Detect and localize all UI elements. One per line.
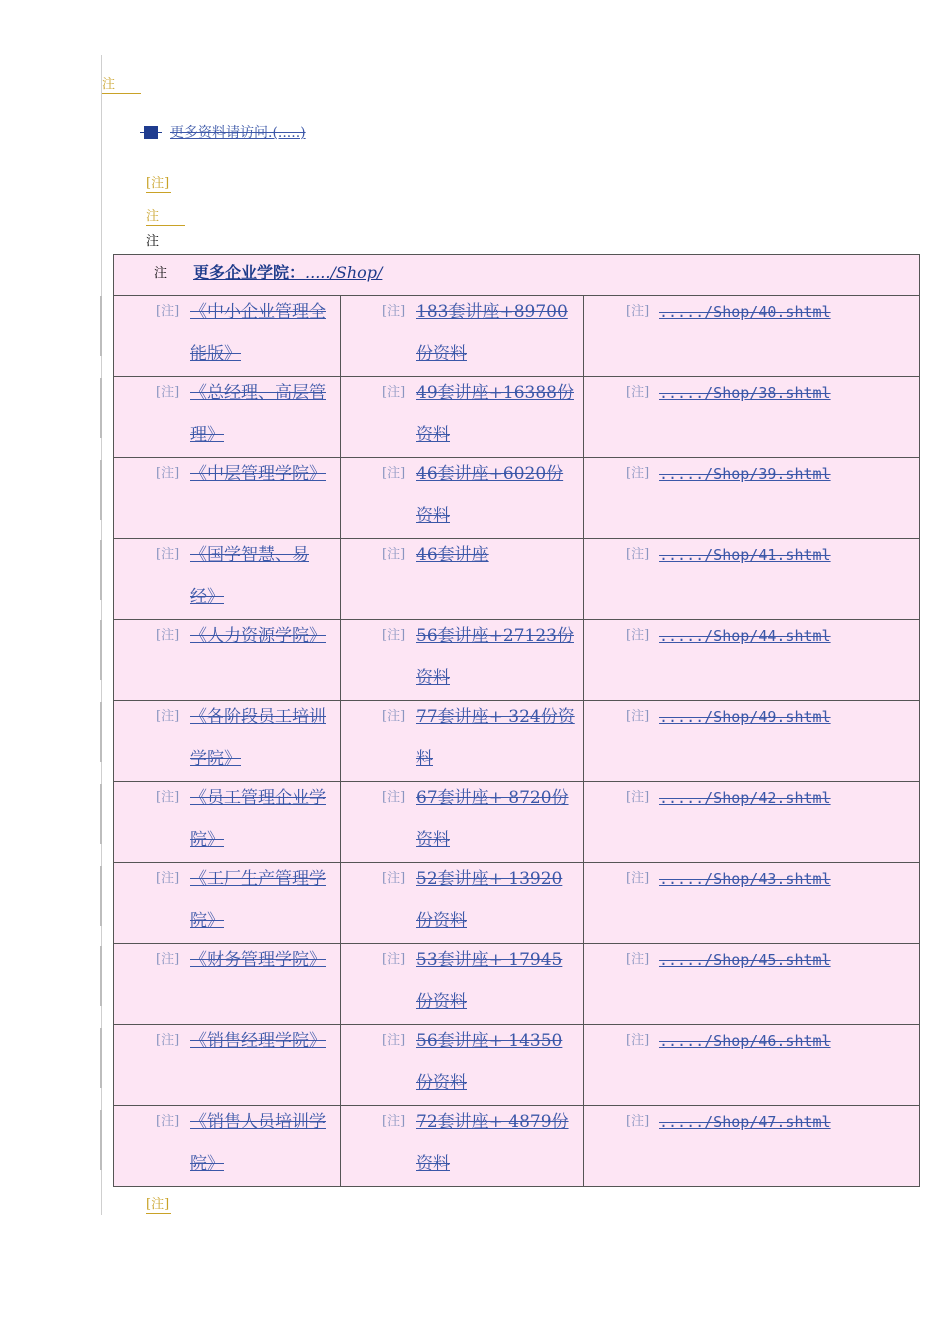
cell-comment-marker: [注] bbox=[156, 304, 180, 319]
table-row bbox=[114, 1025, 920, 1106]
cell-comment-marker: [注] bbox=[382, 628, 406, 643]
course-link-cell bbox=[114, 377, 341, 458]
header-comment-marker: 注 bbox=[154, 265, 168, 281]
materials-link-cell bbox=[341, 296, 584, 377]
course-link[interactable]: 《财务管理学院》 bbox=[190, 950, 326, 970]
materials-link[interactable]: 183套讲座+89700份资料 bbox=[416, 302, 568, 364]
shop-url-link-cell bbox=[584, 296, 920, 377]
cell-comment-marker: [注] bbox=[626, 1033, 650, 1048]
change-bar bbox=[100, 946, 102, 1006]
cell-comment-marker: [注] bbox=[156, 1033, 180, 1048]
cell-comment-marker: [注] bbox=[382, 790, 406, 805]
shop-url-link[interactable]: ...../Shop/40.shtml bbox=[659, 303, 831, 321]
comment-marker[interactable]: [注] bbox=[146, 176, 170, 191]
materials-link-cell bbox=[341, 458, 584, 539]
shop-url-link-cell bbox=[584, 539, 920, 620]
course-link[interactable]: 《销售人员培训学院》 bbox=[190, 1112, 326, 1174]
cell-comment-marker: [注] bbox=[382, 1033, 406, 1048]
materials-link[interactable]: 77套讲座+ 324份资料 bbox=[416, 707, 575, 769]
cell-comment-marker: [注] bbox=[156, 952, 180, 967]
materials-link[interactable]: 56套讲座+ 14350份资料 bbox=[416, 1031, 563, 1093]
comment-marker: 注 bbox=[146, 234, 160, 249]
materials-link-cell bbox=[341, 1025, 584, 1106]
table-row bbox=[114, 863, 920, 944]
table-row bbox=[114, 296, 920, 377]
cell-comment-marker: [注] bbox=[156, 466, 180, 481]
shop-url-link[interactable]: ...../Shop/44.shtml bbox=[659, 627, 831, 645]
materials-link-cell bbox=[341, 1106, 584, 1187]
change-bar bbox=[100, 620, 102, 680]
cell-comment-marker: [注] bbox=[626, 952, 650, 967]
materials-link[interactable]: 49套讲座+16388份资料 bbox=[416, 383, 574, 445]
course-link-cell bbox=[114, 863, 341, 944]
materials-link-cell bbox=[341, 701, 584, 782]
cell-comment-marker: [注] bbox=[156, 790, 180, 805]
cell-comment-marker: [注] bbox=[626, 1114, 650, 1129]
course-link[interactable]: 《中层管理学院》 bbox=[190, 464, 326, 484]
change-bar bbox=[100, 1110, 102, 1170]
cell-comment-marker: [注] bbox=[156, 1114, 180, 1129]
cell-comment-marker: [注] bbox=[382, 385, 406, 400]
materials-link-cell bbox=[341, 782, 584, 863]
header-title: 更多企业学院： bbox=[193, 262, 306, 282]
cell-comment-marker: [注] bbox=[626, 709, 650, 724]
shop-url-link-cell bbox=[584, 1025, 920, 1106]
shop-url-link[interactable]: ...../Shop/39.shtml bbox=[659, 465, 831, 483]
shop-url-link[interactable]: ...../Shop/46.shtml bbox=[659, 1032, 831, 1050]
cell-comment-marker: [注] bbox=[626, 628, 650, 643]
materials-link-cell bbox=[341, 377, 584, 458]
cell-comment-marker: [注] bbox=[382, 304, 406, 319]
course-link[interactable]: 《国学智慧、易经》 bbox=[190, 545, 309, 607]
cell-comment-marker: [注] bbox=[156, 709, 180, 724]
course-link-cell bbox=[114, 944, 341, 1025]
cell-comment-marker: [注] bbox=[382, 1114, 406, 1129]
cell-comment-marker: [注] bbox=[382, 466, 406, 481]
change-bar bbox=[100, 1028, 102, 1088]
comment-marker[interactable]: 注 bbox=[102, 77, 141, 94]
materials-link[interactable]: 56套讲座+27123份资料 bbox=[416, 626, 574, 688]
change-bar bbox=[100, 460, 102, 520]
materials-link-cell bbox=[341, 539, 584, 620]
course-link-cell bbox=[114, 620, 341, 701]
more-academies-link[interactable] bbox=[193, 260, 382, 283]
shop-url-link[interactable]: ...../Shop/42.shtml bbox=[659, 789, 831, 807]
comment-marker[interactable]: 注 bbox=[146, 209, 185, 226]
course-link-cell bbox=[114, 1106, 341, 1187]
cell-comment-marker: [注] bbox=[156, 385, 180, 400]
cell-comment-marker: [注] bbox=[156, 628, 180, 643]
materials-link-cell bbox=[341, 863, 584, 944]
shop-url-link[interactable]: ...../Shop/38.shtml bbox=[659, 384, 831, 402]
square-bullet-icon bbox=[144, 126, 158, 139]
table-row bbox=[114, 539, 920, 620]
cell-comment-marker: [注] bbox=[382, 709, 406, 724]
table-row bbox=[114, 458, 920, 539]
shop-url-link-cell bbox=[584, 944, 920, 1025]
materials-link-cell bbox=[341, 944, 584, 1025]
shop-table bbox=[113, 254, 920, 1187]
cell-comment-marker: [注] bbox=[626, 871, 650, 886]
cell-comment-marker: [注] bbox=[382, 952, 406, 967]
materials-link[interactable]: 46套讲座 bbox=[416, 545, 489, 565]
shop-url-link[interactable]: ...../Shop/43.shtml bbox=[659, 870, 831, 888]
course-link[interactable]: 《工厂生产管理学院》 bbox=[190, 869, 326, 931]
shop-url-link-cell bbox=[584, 458, 920, 539]
course-link-cell bbox=[114, 458, 341, 539]
cell-comment-marker: [注] bbox=[626, 547, 650, 562]
cell-comment-marker: [注] bbox=[626, 790, 650, 805]
course-link[interactable]: 《员工管理企业学院》 bbox=[190, 788, 326, 850]
materials-link[interactable]: 53套讲座+ 17945份资料 bbox=[416, 950, 563, 1012]
change-bar bbox=[100, 296, 102, 356]
course-link-cell bbox=[114, 1025, 341, 1106]
change-bar bbox=[100, 540, 102, 600]
shop-url-link[interactable]: ...../Shop/41.shtml bbox=[659, 546, 831, 564]
cell-comment-marker: [注] bbox=[382, 871, 406, 886]
shop-url-link-cell bbox=[584, 1106, 920, 1187]
cell-comment-marker: [注] bbox=[626, 304, 650, 319]
course-link[interactable]: 《各阶段员工培训学院》 bbox=[190, 707, 326, 769]
table-row bbox=[114, 944, 920, 1025]
change-bar bbox=[100, 702, 102, 762]
course-link-cell bbox=[114, 701, 341, 782]
cell-comment-marker: [注] bbox=[156, 547, 180, 562]
materials-link[interactable]: 72套讲座+ 4879份资料 bbox=[416, 1112, 569, 1174]
materials-link[interactable]: 67套讲座+ 8720份资料 bbox=[416, 788, 569, 850]
cell-comment-marker: [注] bbox=[382, 547, 406, 562]
table-body bbox=[114, 296, 920, 1187]
table-row bbox=[114, 377, 920, 458]
table-header bbox=[114, 255, 920, 296]
course-link[interactable]: 《中小企业管理全能版》 bbox=[190, 302, 326, 364]
cell-comment-marker: [注] bbox=[626, 466, 650, 481]
shop-url-link-cell bbox=[584, 620, 920, 701]
cell-comment-marker: [注] bbox=[626, 385, 650, 400]
header-url: ...../Shop/ bbox=[305, 262, 383, 282]
shop-url-link[interactable]: ...../Shop/49.shtml bbox=[659, 708, 831, 726]
change-bar bbox=[100, 378, 102, 438]
course-link[interactable]: 《总经理、高层管理》 bbox=[190, 383, 326, 445]
shop-url-link-cell bbox=[584, 863, 920, 944]
course-link[interactable]: 《人力资源学院》 bbox=[190, 626, 326, 646]
change-bar bbox=[100, 866, 102, 926]
course-link-cell bbox=[114, 782, 341, 863]
shop-url-link-cell bbox=[584, 782, 920, 863]
course-link-cell bbox=[114, 296, 341, 377]
shop-url-link[interactable]: ...../Shop/45.shtml bbox=[659, 951, 831, 969]
shop-url-link-cell bbox=[584, 377, 920, 458]
change-bar bbox=[100, 784, 102, 844]
comment-marker[interactable]: [注] bbox=[146, 1197, 170, 1212]
shop-url-link-cell bbox=[584, 701, 920, 782]
visit-link[interactable]: 更多资料请访问.(.....) bbox=[170, 125, 306, 141]
table-row bbox=[114, 701, 920, 782]
cell-comment-marker: [注] bbox=[156, 871, 180, 886]
table-row bbox=[114, 782, 920, 863]
course-link-cell bbox=[114, 539, 341, 620]
course-link[interactable]: 《销售经理学院》 bbox=[190, 1031, 326, 1051]
visit-row bbox=[144, 122, 306, 142]
materials-link-cell bbox=[341, 620, 584, 701]
materials-link[interactable]: 52套讲座+ 13920份资料 bbox=[416, 869, 563, 931]
table-row bbox=[114, 1106, 920, 1187]
materials-link[interactable]: 46套讲座+6020份资料 bbox=[416, 464, 564, 526]
shop-url-link[interactable]: ...../Shop/47.shtml bbox=[659, 1113, 831, 1131]
table-row bbox=[114, 620, 920, 701]
